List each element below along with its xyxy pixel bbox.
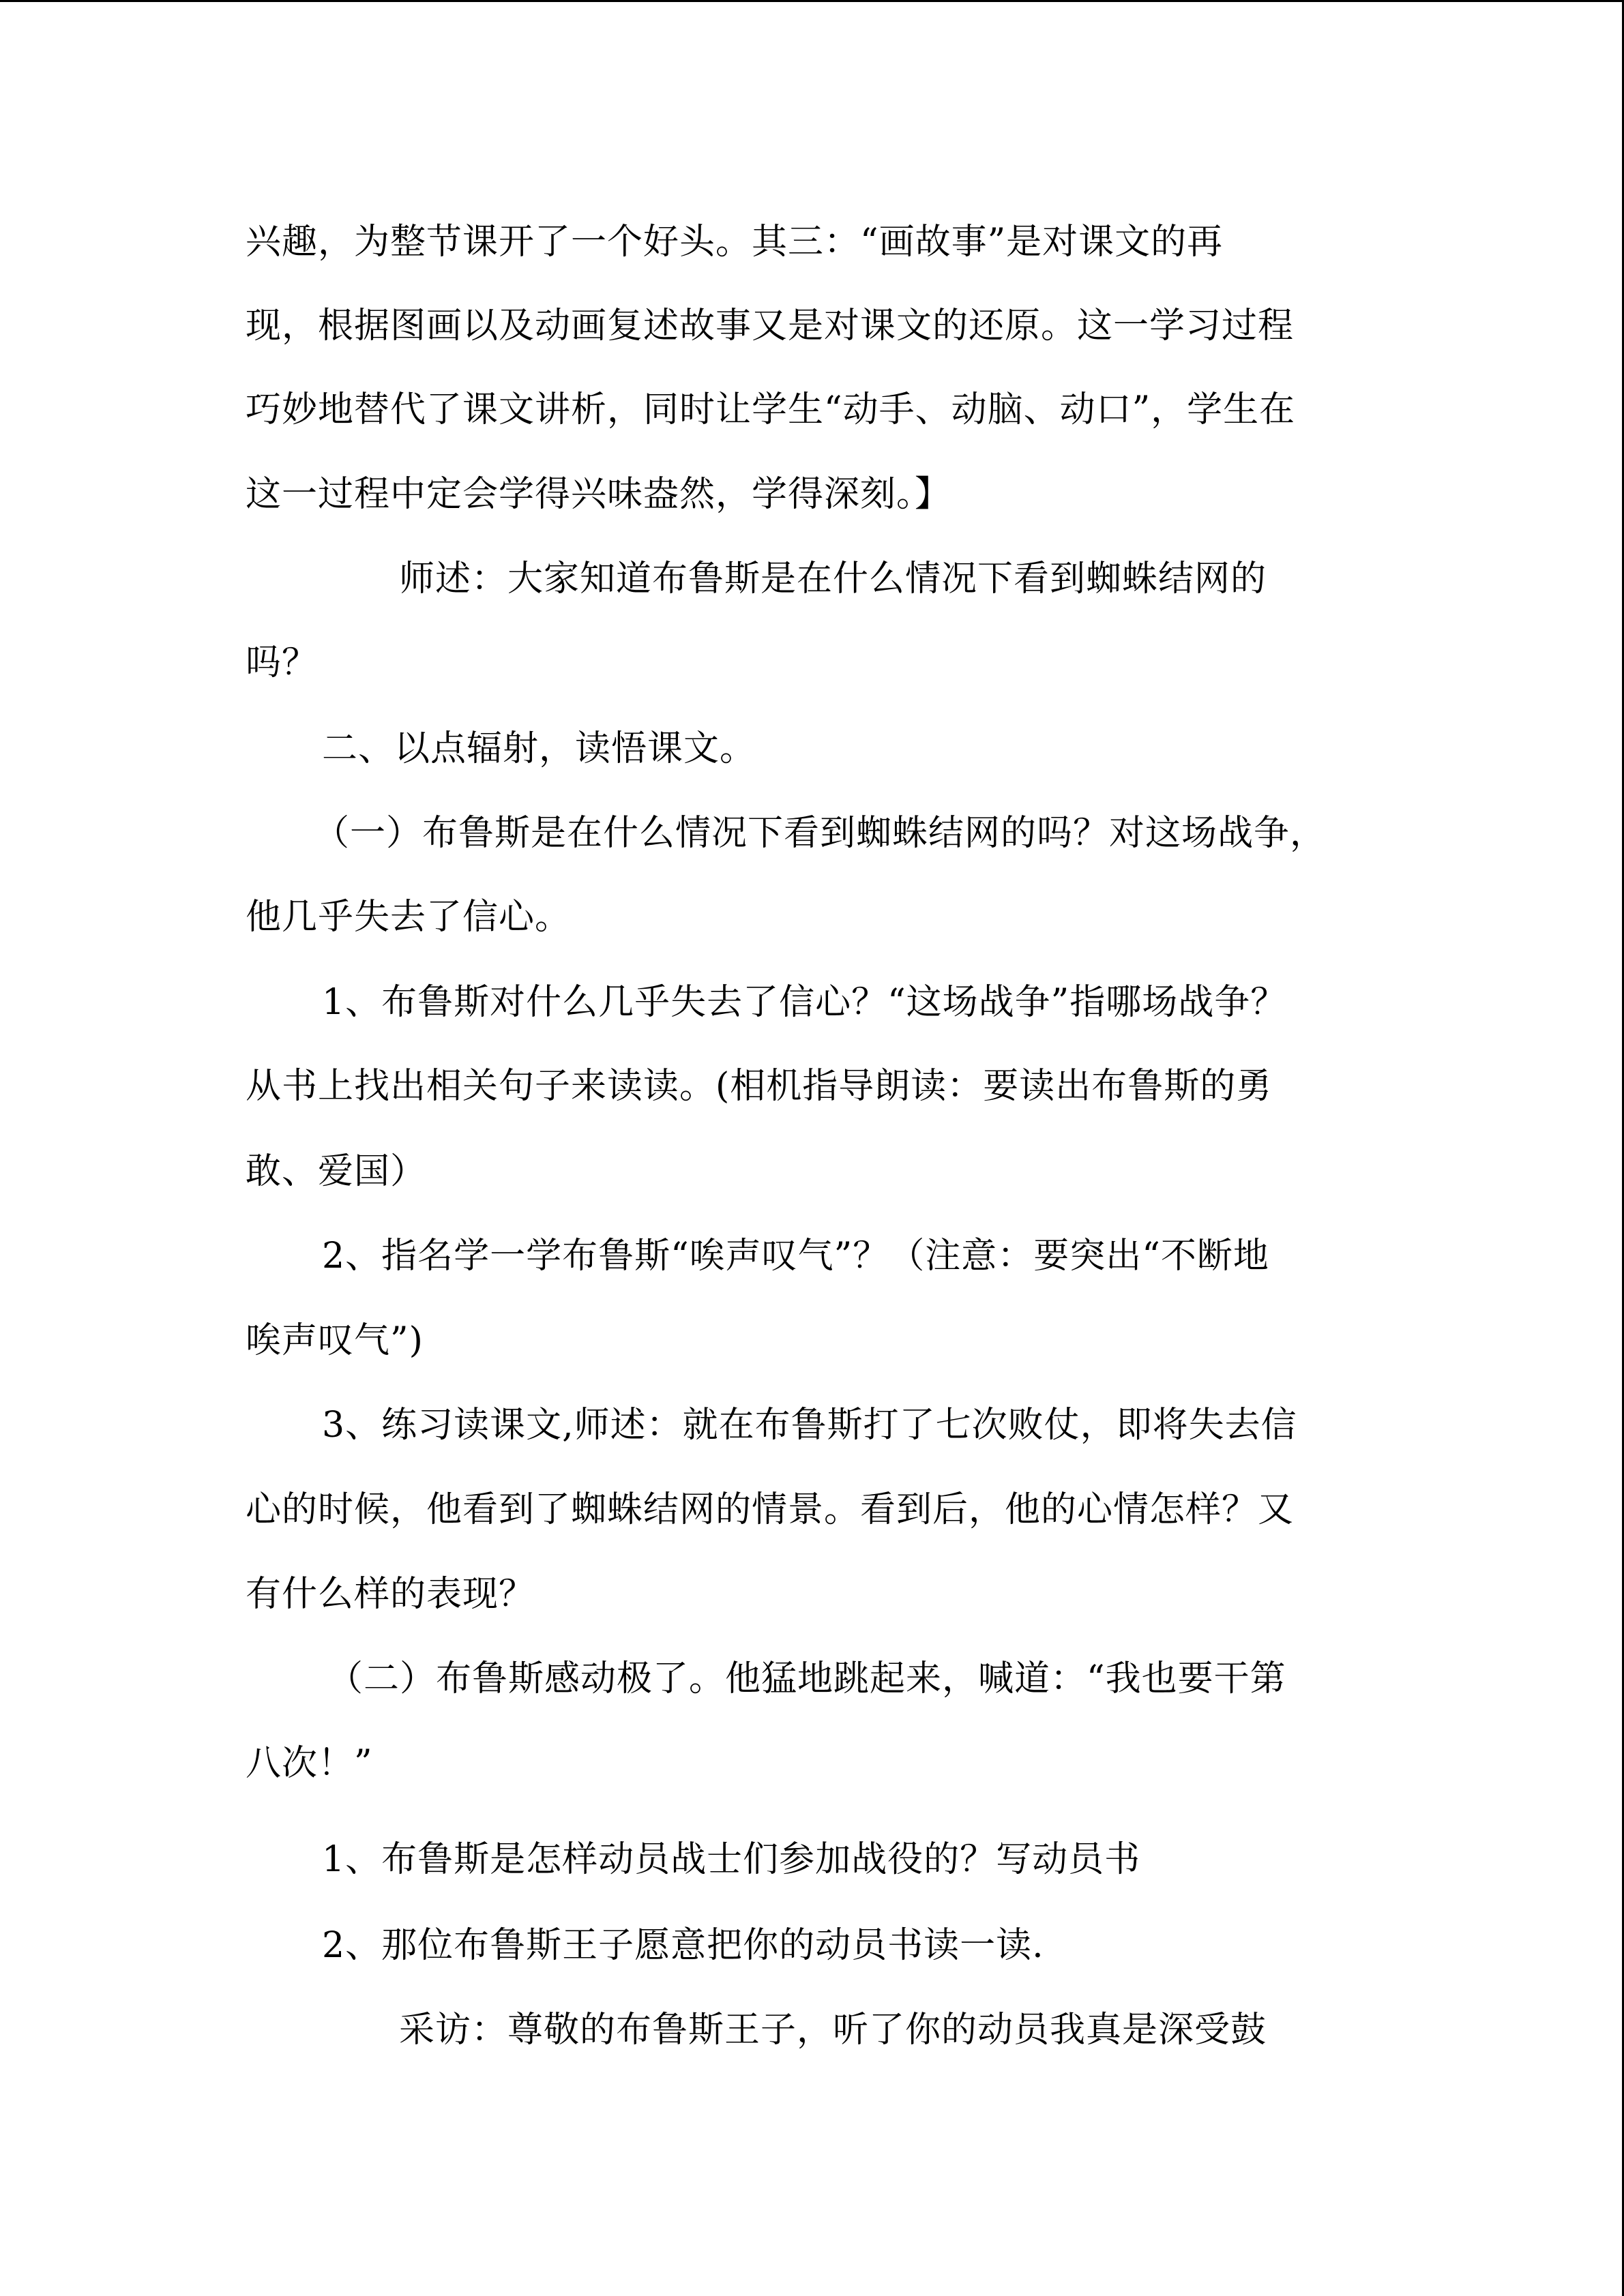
text-line: 唉声叹气”) [246,1320,424,1361]
text-line: 1、布鲁斯是怎样动员战士们参加战役的？写动员书 [322,1839,1141,1880]
text-line: 巧妙地替代了课文讲析，同时让学生“动手、动脑、动口”，学生在 [246,389,1296,430]
text-line: 2、指名学一学布鲁斯“唉声叹气”？（注意：要突出“不断地 [322,1236,1269,1277]
text-line: 兴趣，为整节课开了一个好头。其三：“画故事”是对课文的再 [246,222,1224,263]
text-line: （一）布鲁斯是在什么情况下看到蜘蛛结网的吗？对这场战争， [314,813,1327,854]
text-line: 1、布鲁斯对什么几乎失去了信心？“这场战争”指哪场战争？ [322,982,1287,1023]
text-line: 八次！” [246,1743,373,1784]
text-line: 3、练习读课文,师述：就在布鲁斯打了七次败仗，即将失去信 [322,1405,1297,1446]
text-line: （二）布鲁斯感动极了。他猛地跳起来，喊道：“我也要干第 [327,1658,1286,1699]
text-line: 现，根据图画以及动画复述故事又是对课文的还原。这一学习过程 [246,305,1295,346]
text-line: 从书上找出相关句子来读读。(相机指导朗读：要读出布鲁斯的勇 [246,1066,1273,1107]
text-line: 2、那位布鲁斯王子愿意把你的动员书读一读. [322,1925,1044,1966]
text-line: 师述：大家知道布鲁斯是在什么情况下看到蜘蛛结网的 [399,558,1267,599]
text-line: 采访：尊敬的布鲁斯王子，听了你的动员我真是深受鼓 [399,2010,1267,2051]
text-line: 敢、爱国） [246,1151,427,1192]
text-line: 二、以点辐射，读悟课文。 [322,728,756,769]
text-line: 他几乎失去了信心。 [246,897,572,938]
text-line: 有什么样的表现？ [246,1574,535,1615]
text-line: 这一过程中定会学得兴味盎然，学得深刻。】 [246,474,951,515]
text-line: 心的时候，他看到了蜘蛛结网的情景。看到后，他的心情怎样？又 [246,1489,1295,1530]
text-line: 吗？ [246,642,319,683]
